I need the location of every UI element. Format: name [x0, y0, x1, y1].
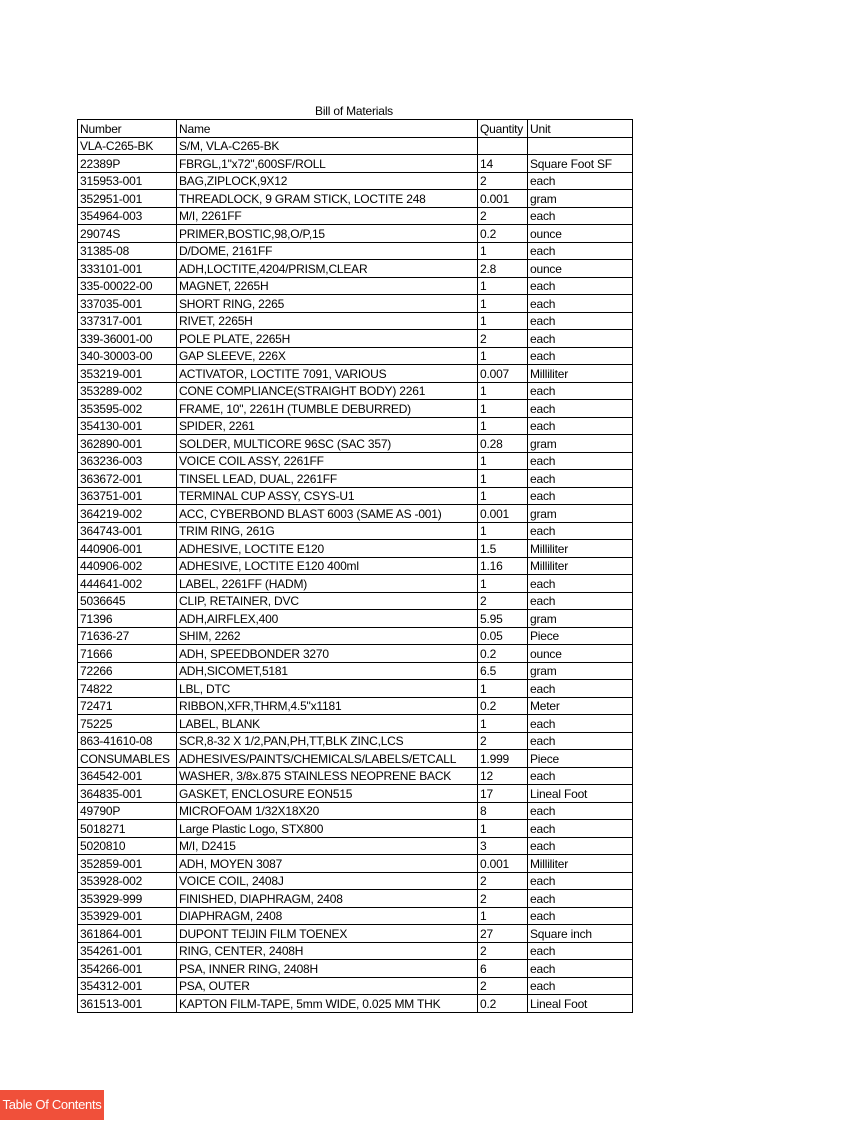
cell-quantity: 0.007	[478, 365, 528, 383]
cell-name: SCR,8-32 X 1/2,PAN,PH,TT,BLK ZINC,LCS	[177, 732, 478, 750]
cell-name: Large Plastic Logo, STX800	[177, 820, 478, 838]
table-row	[78, 645, 633, 663]
cell-number: 440906-001	[78, 540, 177, 558]
cell-quantity: 0.001	[478, 505, 528, 523]
cell-name: LABEL, 2261FF (HADM)	[177, 575, 478, 593]
cell-quantity: 2	[478, 890, 528, 908]
cell-name: LBL, DTC	[177, 680, 478, 698]
cell-number: 354964-003	[78, 207, 177, 225]
table-row	[78, 942, 633, 960]
cell-name: ADHESIVE, LOCTITE E120	[177, 540, 478, 558]
cell-name: S/M, VLA-C265-BK	[177, 137, 478, 155]
cell-unit: each	[528, 470, 633, 488]
cell-name: MAGNET, 2265H	[177, 277, 478, 295]
column-header-quantity: Quantity	[478, 120, 528, 138]
cell-name: GAP SLEEVE, 226X	[177, 347, 478, 365]
table-row	[78, 242, 633, 260]
cell-name: PRIMER,BOSTIC,98,O/P,15	[177, 225, 478, 243]
cell-unit: each	[528, 312, 633, 330]
cell-unit: each	[528, 942, 633, 960]
cell-unit: each	[528, 820, 633, 838]
table-row	[78, 417, 633, 435]
cell-unit: each	[528, 400, 633, 418]
cell-unit: Lineal Foot	[528, 995, 633, 1013]
table-row	[78, 190, 633, 208]
cell-name: ADH, MOYEN 3087	[177, 855, 478, 873]
cell-name: SPIDER, 2261	[177, 417, 478, 435]
table-row	[78, 890, 633, 908]
cell-number: 29074S	[78, 225, 177, 243]
table-row	[78, 452, 633, 470]
table-row	[78, 347, 633, 365]
table-row	[78, 277, 633, 295]
cell-name: TRIM RING, 261G	[177, 522, 478, 540]
cell-quantity: 1	[478, 522, 528, 540]
cell-quantity: 8	[478, 802, 528, 820]
cell-number: 339-36001-00	[78, 330, 177, 348]
cell-name: WASHER, 3/8x.875 STAINLESS NEOPRENE BACK	[177, 767, 478, 785]
cell-number: 340-30003-00	[78, 347, 177, 365]
cell-name: LABEL, BLANK	[177, 715, 478, 733]
table-row	[78, 382, 633, 400]
cell-number: 352859-001	[78, 855, 177, 873]
cell-quantity	[478, 137, 528, 155]
cell-unit: each	[528, 767, 633, 785]
cell-number: 353289-002	[78, 382, 177, 400]
column-header-number: Number	[78, 120, 177, 138]
cell-name: DIAPHRAGM, 2408	[177, 907, 478, 925]
cell-unit: Lineal Foot	[528, 785, 633, 803]
cell-unit: each	[528, 207, 633, 225]
cell-number: 354312-001	[78, 977, 177, 995]
cell-name: RIVET, 2265H	[177, 312, 478, 330]
cell-quantity: 1	[478, 680, 528, 698]
table-row	[78, 592, 633, 610]
cell-number: 362890-001	[78, 435, 177, 453]
cell-name: SHORT RING, 2265	[177, 295, 478, 313]
cell-number: VLA-C265-BK	[78, 137, 177, 155]
cell-number: 354261-001	[78, 942, 177, 960]
page-title: Bill of Materials	[315, 104, 393, 118]
cell-unit: each	[528, 382, 633, 400]
table-row	[78, 575, 633, 593]
cell-name: PSA, OUTER	[177, 977, 478, 995]
table-row	[78, 225, 633, 243]
table-row	[78, 207, 633, 225]
cell-unit: each	[528, 592, 633, 610]
table-row	[78, 732, 633, 750]
cell-unit: ounce	[528, 225, 633, 243]
cell-unit: Piece	[528, 750, 633, 768]
cell-quantity: 0.2	[478, 225, 528, 243]
cell-number: 440906-002	[78, 557, 177, 575]
cell-name: VOICE COIL, 2408J	[177, 872, 478, 890]
cell-name: ACTIVATOR, LOCTITE 7091, VARIOUS	[177, 365, 478, 383]
cell-name: SHIM, 2262	[177, 627, 478, 645]
cell-quantity: 2	[478, 872, 528, 890]
table-row	[78, 522, 633, 540]
cell-unit	[528, 137, 633, 155]
cell-quantity: 2	[478, 977, 528, 995]
table-row	[78, 435, 633, 453]
cell-quantity: 0.2	[478, 697, 528, 715]
cell-quantity: 2	[478, 172, 528, 190]
cell-unit: each	[528, 330, 633, 348]
table-row	[78, 260, 633, 278]
cell-quantity: 2	[478, 942, 528, 960]
cell-quantity: 14	[478, 155, 528, 173]
table-row	[78, 820, 633, 838]
cell-name: MICROFOAM 1/32X18X20	[177, 802, 478, 820]
cell-number: 354266-001	[78, 960, 177, 978]
cell-unit: each	[528, 295, 633, 313]
cell-quantity: 0.001	[478, 190, 528, 208]
cell-name: FINISHED, DIAPHRAGM, 2408	[177, 890, 478, 908]
cell-unit: ounce	[528, 260, 633, 278]
cell-number: 337035-001	[78, 295, 177, 313]
cell-name: SOLDER, MULTICORE 96SC (SAC 357)	[177, 435, 478, 453]
table-row	[78, 995, 633, 1013]
cell-number: 315953-001	[78, 172, 177, 190]
cell-number: 363751-001	[78, 487, 177, 505]
cell-quantity: 1	[478, 295, 528, 313]
cell-name: DUPONT TEIJIN FILM TOENEX	[177, 925, 478, 943]
cell-number: 363236-003	[78, 452, 177, 470]
cell-quantity: 12	[478, 767, 528, 785]
cell-unit: gram	[528, 190, 633, 208]
table-row	[78, 715, 633, 733]
cell-number: 5018271	[78, 820, 177, 838]
cell-name: ADHESIVES/PAINTS/CHEMICALS/LABELS/ETCALL	[177, 750, 478, 768]
cell-unit: each	[528, 977, 633, 995]
cell-quantity: 1.5	[478, 540, 528, 558]
cell-number: 353929-999	[78, 890, 177, 908]
cell-quantity: 2	[478, 330, 528, 348]
cell-name: THREADLOCK, 9 GRAM STICK, LOCTITE 248	[177, 190, 478, 208]
cell-number: 75225	[78, 715, 177, 733]
cell-number: 5020810	[78, 837, 177, 855]
cell-quantity: 6.5	[478, 662, 528, 680]
cell-unit: each	[528, 732, 633, 750]
cell-number: 354130-001	[78, 417, 177, 435]
cell-number: 353929-001	[78, 907, 177, 925]
cell-quantity: 5.95	[478, 610, 528, 628]
cell-unit: Milliliter	[528, 540, 633, 558]
cell-quantity: 1	[478, 907, 528, 925]
table-row	[78, 295, 633, 313]
table-row	[78, 680, 633, 698]
cell-number: 353219-001	[78, 365, 177, 383]
cell-quantity: 1	[478, 347, 528, 365]
cell-number: 364219-002	[78, 505, 177, 523]
table-row	[78, 312, 633, 330]
cell-quantity: 1	[478, 820, 528, 838]
cell-quantity: 3	[478, 837, 528, 855]
cell-number: CONSUMABLES	[78, 750, 177, 768]
table-row	[78, 137, 633, 155]
cell-quantity: 1.999	[478, 750, 528, 768]
table-row	[78, 557, 633, 575]
cell-quantity: 0.05	[478, 627, 528, 645]
cell-number: 333101-001	[78, 260, 177, 278]
cell-number: 71666	[78, 645, 177, 663]
table-row	[78, 767, 633, 785]
cell-number: 31385-08	[78, 242, 177, 260]
cell-unit: each	[528, 907, 633, 925]
cell-unit: each	[528, 960, 633, 978]
cell-unit: each	[528, 277, 633, 295]
cell-unit: Piece	[528, 627, 633, 645]
table-row	[78, 365, 633, 383]
table-row	[78, 627, 633, 645]
table-row	[78, 662, 633, 680]
table-row	[78, 872, 633, 890]
cell-name: CLIP, RETAINER, DVC	[177, 592, 478, 610]
cell-quantity: 0.2	[478, 645, 528, 663]
table-row	[78, 697, 633, 715]
table-row	[78, 505, 633, 523]
cell-quantity: 1	[478, 715, 528, 733]
cell-unit: Milliliter	[528, 365, 633, 383]
table-row	[78, 907, 633, 925]
cell-number: 337317-001	[78, 312, 177, 330]
cell-name: PSA, INNER RING, 2408H	[177, 960, 478, 978]
table-row	[78, 540, 633, 558]
cell-name: ADH,AIRFLEX,400	[177, 610, 478, 628]
cell-quantity: 1	[478, 575, 528, 593]
cell-name: RIBBON,XFR,THRM,4.5"x1181	[177, 697, 478, 715]
cell-unit: Milliliter	[528, 855, 633, 873]
cell-quantity: 1	[478, 277, 528, 295]
cell-unit: each	[528, 837, 633, 855]
bill-of-materials-table	[77, 119, 633, 1013]
cell-unit: ounce	[528, 645, 633, 663]
cell-unit: gram	[528, 662, 633, 680]
cell-quantity: 2	[478, 732, 528, 750]
cell-quantity: 0.2	[478, 995, 528, 1013]
cell-unit: each	[528, 522, 633, 540]
cell-quantity: 27	[478, 925, 528, 943]
cell-name: D/DOME, 2161FF	[177, 242, 478, 260]
table-row	[78, 172, 633, 190]
table-row	[78, 785, 633, 803]
table-row	[78, 487, 633, 505]
cell-quantity: 0.28	[478, 435, 528, 453]
cell-name: RING, CENTER, 2408H	[177, 942, 478, 960]
cell-quantity: 1	[478, 487, 528, 505]
cell-name: M/I, D2415	[177, 837, 478, 855]
cell-unit: Square Foot SF	[528, 155, 633, 173]
table-row	[78, 155, 633, 173]
cell-name: POLE PLATE, 2265H	[177, 330, 478, 348]
cell-unit: each	[528, 452, 633, 470]
cell-name: M/I, 2261FF	[177, 207, 478, 225]
cell-quantity: 1	[478, 452, 528, 470]
cell-name: BAG,ZIPLOCK,9X12	[177, 172, 478, 190]
cell-number: 335-00022-00	[78, 277, 177, 295]
cell-quantity: 1	[478, 242, 528, 260]
column-header-name: Name	[177, 120, 478, 138]
table-row	[78, 610, 633, 628]
cell-name: ADH, SPEEDBONDER 3270	[177, 645, 478, 663]
cell-unit: Meter	[528, 697, 633, 715]
cell-quantity: 17	[478, 785, 528, 803]
table-row	[78, 960, 633, 978]
table-row	[78, 470, 633, 488]
cell-unit: gram	[528, 610, 633, 628]
cell-number: 353595-002	[78, 400, 177, 418]
cell-unit: each	[528, 802, 633, 820]
cell-name: FBRGL,1"x72",600SF/ROLL	[177, 155, 478, 173]
cell-number: 72266	[78, 662, 177, 680]
cell-unit: Square inch	[528, 925, 633, 943]
cell-number: 49790P	[78, 802, 177, 820]
cell-unit: each	[528, 242, 633, 260]
cell-unit: each	[528, 417, 633, 435]
cell-number: 863-41610-08	[78, 732, 177, 750]
cell-quantity: 2.8	[478, 260, 528, 278]
cell-number: 72471	[78, 697, 177, 715]
cell-quantity: 0.001	[478, 855, 528, 873]
table-row	[78, 925, 633, 943]
cell-quantity: 2	[478, 207, 528, 225]
cell-quantity: 1.16	[478, 557, 528, 575]
table-row	[78, 855, 633, 873]
cell-number: 363672-001	[78, 470, 177, 488]
cell-unit: Milliliter	[528, 557, 633, 575]
table-body	[78, 137, 633, 1012]
cell-number: 361513-001	[78, 995, 177, 1013]
cell-number: 353928-002	[78, 872, 177, 890]
cell-quantity: 1	[478, 382, 528, 400]
cell-unit: each	[528, 715, 633, 733]
cell-number: 364743-001	[78, 522, 177, 540]
cell-quantity: 2	[478, 592, 528, 610]
cell-quantity: 1	[478, 470, 528, 488]
cell-name: TINSEL LEAD, DUAL, 2261FF	[177, 470, 478, 488]
table-header-row	[78, 120, 633, 138]
cell-quantity: 1	[478, 312, 528, 330]
cell-number: 5036645	[78, 592, 177, 610]
cell-unit: each	[528, 890, 633, 908]
cell-number: 444641-002	[78, 575, 177, 593]
cell-quantity: 1	[478, 417, 528, 435]
table-row	[78, 977, 633, 995]
cell-name: ADH,SICOMET,5181	[177, 662, 478, 680]
table-row	[78, 837, 633, 855]
cell-number: 22389P	[78, 155, 177, 173]
cell-unit: gram	[528, 505, 633, 523]
cell-name: VOICE COIL ASSY, 2261FF	[177, 452, 478, 470]
table-row	[78, 330, 633, 348]
cell-name: TERMINAL CUP ASSY, CSYS-U1	[177, 487, 478, 505]
cell-unit: each	[528, 487, 633, 505]
cell-unit: each	[528, 680, 633, 698]
table-of-contents-button[interactable]: Table Of Contents	[0, 1090, 104, 1120]
cell-name: ADHESIVE, LOCTITE E120 400ml	[177, 557, 478, 575]
cell-unit: each	[528, 347, 633, 365]
cell-number: 71636-27	[78, 627, 177, 645]
cell-name: FRAME, 10", 2261H (TUMBLE DEBURRED)	[177, 400, 478, 418]
column-header-unit: Unit	[528, 120, 633, 138]
cell-number: 364542-001	[78, 767, 177, 785]
cell-number: 364835-001	[78, 785, 177, 803]
cell-unit: each	[528, 872, 633, 890]
cell-quantity: 6	[478, 960, 528, 978]
cell-unit: each	[528, 575, 633, 593]
cell-name: GASKET, ENCLOSURE EON515	[177, 785, 478, 803]
cell-number: 352951-001	[78, 190, 177, 208]
cell-unit: each	[528, 172, 633, 190]
table-row	[78, 750, 633, 768]
cell-name: ACC, CYBERBOND BLAST 6003 (SAME AS -001)	[177, 505, 478, 523]
cell-name: CONE COMPLIANCE(STRAIGHT BODY) 2261	[177, 382, 478, 400]
cell-unit: gram	[528, 435, 633, 453]
cell-number: 74822	[78, 680, 177, 698]
cell-quantity: 1	[478, 400, 528, 418]
table-row	[78, 802, 633, 820]
cell-name: KAPTON FILM-TAPE, 5mm WIDE, 0.025 MM THK	[177, 995, 478, 1013]
cell-number: 361864-001	[78, 925, 177, 943]
table-row	[78, 400, 633, 418]
cell-number: 71396	[78, 610, 177, 628]
cell-name: ADH,LOCTITE,4204/PRISM,CLEAR	[177, 260, 478, 278]
